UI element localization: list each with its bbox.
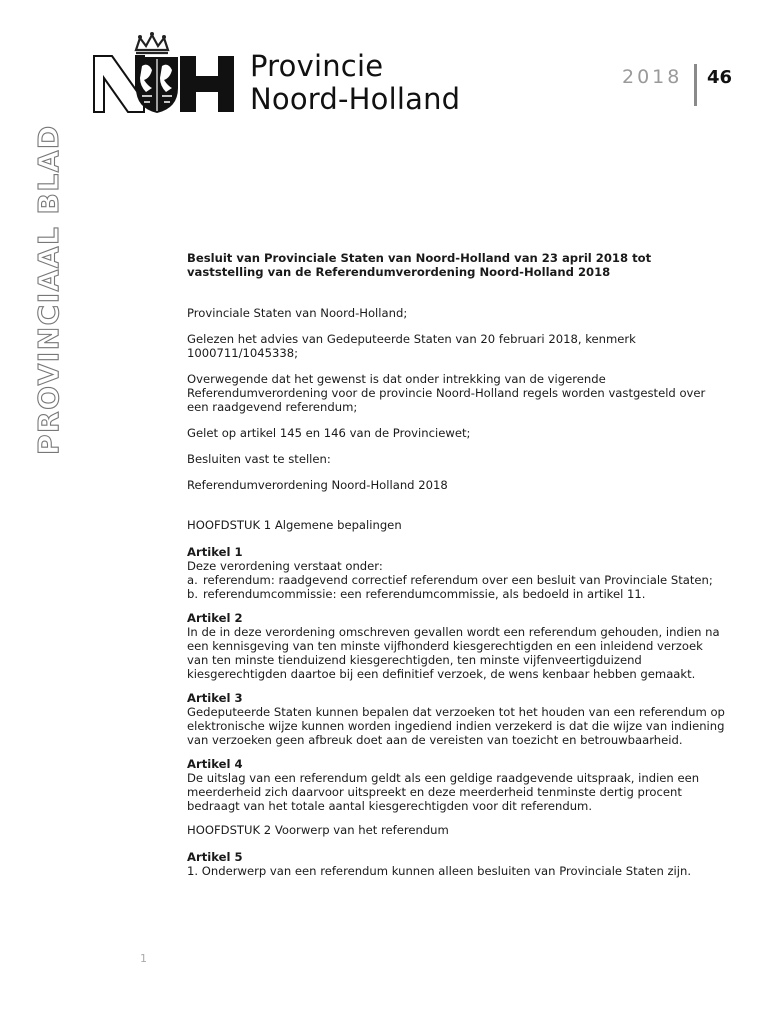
paragraph: Gelezen het advies van Gedeputeerde Staten van 20 februari 2018, kenmerk 1000711/1045338; <box>187 332 636 360</box>
article-text: In de in deze verordening omschreven gevallen wordt een referendum gehouden, indien na een kennisgeving van ten minste vijfhonderd kiesgerechtigden en een inleidend verzoek van ten minste tienduizend kiesgerechtigden, ten minste vijfenveertigduizend kiesgerechtigden daartoe bij een definitief verzoek, de wens kenbaar hebben gemaakt. <box>187 625 720 681</box>
article-heading: Artikel 5 <box>187 850 243 864</box>
header-divider <box>694 64 697 106</box>
article-text: De uitslag van een referendum geldt als een geldige raadgevende uitspraak, indien een meerderheid zich daarvoor uitspreekt en deze meerderheid tenminste dertig procent bedraagt van het totale aantal kiesgerechtigden voor dit referendum. <box>187 771 700 813</box>
chapter-heading: HOOFDSTUK 1 Algemene bepalingen <box>187 518 402 532</box>
list-marker: b. <box>187 587 199 601</box>
article-3 <box>187 691 727 747</box>
article-1 <box>187 545 727 601</box>
list-item-text: referendumcommissie: een referendumcommissie, als bedoeld in artikel 11. <box>203 587 646 601</box>
brand-name <box>250 50 460 116</box>
paragraph: Provinciale Staten van Noord-Holland; <box>187 306 408 320</box>
noord-holland-crest-logo <box>92 30 242 114</box>
issue-number: 46 <box>707 67 733 88</box>
province-logo <box>92 30 242 114</box>
document-body <box>187 251 727 888</box>
definition-list <box>187 573 727 601</box>
article-heading: Artikel 3 <box>187 691 243 705</box>
list-item-text: referendum: raadgevend correctief referendum over een besluit van Provinciale Staten; <box>203 573 713 587</box>
article-2 <box>187 611 727 681</box>
list-item <box>187 573 727 587</box>
article-heading: Artikel 2 <box>187 611 243 625</box>
paragraph: Referendumverordening Noord-Holland 2018 <box>187 478 448 492</box>
brand-line-1: Provincie <box>250 49 384 83</box>
page-number: 1 <box>140 952 147 965</box>
article-text: Gedeputeerde Staten kunnen bepalen dat verzoeken tot het houden van een referendum op elektronische wijze kunnen worden ingediend indien verzekerd is dat die wijze van indiening van verzoeken geen afbreuk doet aan de vereisten van toezicht en betrouwbaarheid. <box>187 705 725 747</box>
sidebar-title: PROVINCIAAL BLAD <box>32 124 65 455</box>
brand-line-2: Noord-Holland <box>250 82 461 116</box>
document-title: Besluit van Provinciale Staten van Noord-Holland van 23 april 2018 tot vaststelling van de Referendumverordening Noord-Holland 2018 <box>187 251 652 279</box>
paragraph: Gelet op artikel 145 en 146 van de Provinciewet; <box>187 426 471 440</box>
publication-year: 2018 <box>622 66 683 88</box>
list-item <box>187 587 727 601</box>
article-text: Deze verordening verstaat onder: <box>187 559 383 573</box>
article-text: 1. Onderwerp van een referendum kunnen alleen besluiten van Provinciale Staten zijn. <box>187 864 692 878</box>
chapter-heading: HOOFDSTUK 2 Voorwerp van het referendum <box>187 823 449 837</box>
paragraph: Overwegende dat het gewenst is dat onder intrekking van de vigerende Referendumverordening voor de provincie Noord-Holland regels worden vastgesteld over een raadgevend referendum; <box>187 372 706 414</box>
article-5 <box>187 850 727 878</box>
article-heading: Artikel 1 <box>187 545 243 559</box>
article-4 <box>187 757 727 813</box>
article-heading: Artikel 4 <box>187 757 243 771</box>
list-marker: a. <box>187 573 198 587</box>
paragraph: Besluiten vast te stellen: <box>187 452 331 466</box>
